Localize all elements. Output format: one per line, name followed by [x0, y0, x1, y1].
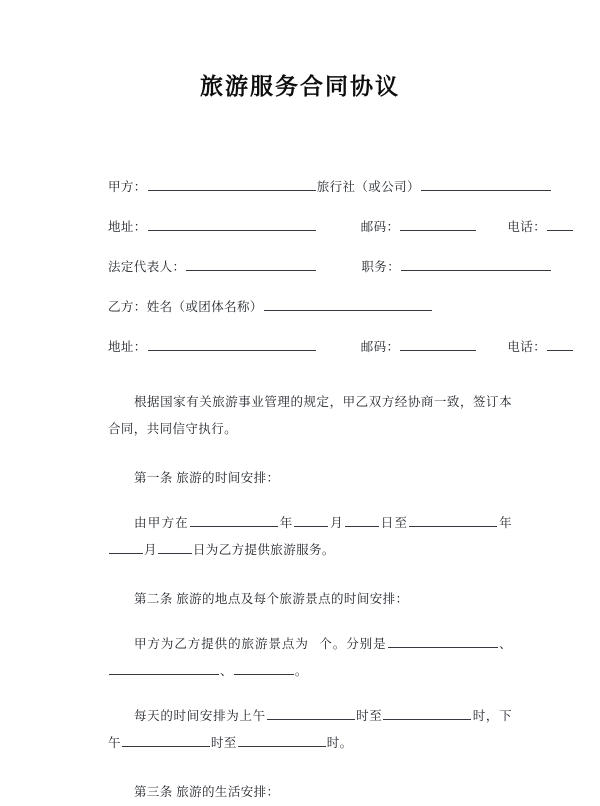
end-year-blank[interactable]: [409, 514, 497, 527]
legal-rep-label: 法定代表人：: [108, 260, 186, 274]
party-b-address-blank[interactable]: [148, 338, 316, 351]
end-month-label: 月: [144, 543, 157, 557]
afternoon-start-blank[interactable]: [122, 734, 210, 747]
start-year-blank[interactable]: [190, 514, 278, 527]
party-b-label: 乙方：: [108, 300, 147, 314]
position-blank[interactable]: [401, 258, 551, 271]
morning-end-label: 时，下午: [108, 709, 512, 750]
end-day-blank[interactable]: [158, 541, 192, 554]
article-1-suffix: 方提供旅游服务。: [231, 543, 335, 557]
document-body: [0, 167, 600, 806]
party-a-phone-label: 电话：: [507, 220, 547, 234]
afternoon-start-label: 时至: [210, 736, 237, 750]
start-day-label: 日至: [379, 516, 409, 530]
article-2-daily-line: [108, 703, 512, 757]
party-a-address-blank[interactable]: [148, 218, 316, 231]
party-b-address-line: [108, 327, 547, 367]
party-a-postcode-label: 邮码：: [360, 220, 400, 234]
start-month-label: 月: [329, 516, 344, 530]
end-day-label: 日为乙: [192, 543, 232, 557]
party-a-agency-suffix: 旅行社（或公司）: [316, 180, 420, 194]
morning-start-blank[interactable]: [267, 707, 355, 720]
party-b-postcode-blank[interactable]: [400, 338, 476, 351]
morning-end-blank[interactable]: [383, 707, 471, 720]
party-b-name-label: 姓名（或团体名称）: [146, 300, 263, 314]
page-title: 旅游服务合同协议: [200, 73, 400, 99]
party-a-address-label: 地址：: [108, 220, 147, 234]
party-b-phone-label: 电话：: [507, 340, 547, 354]
party-a-line: [108, 167, 512, 207]
daily-prefix: 每天的时间安排为上午: [134, 709, 266, 723]
spot-1-blank[interactable]: [388, 635, 498, 648]
party-a-legal-rep-line: [108, 247, 512, 287]
daily-suffix: 时。: [326, 736, 353, 750]
spots-unit: 个。分别是: [318, 637, 387, 651]
spot-separator-1: 、: [498, 637, 512, 651]
end-month-blank[interactable]: [109, 541, 143, 554]
afternoon-end-blank[interactable]: [238, 734, 326, 747]
position-label: 职务：: [361, 260, 401, 274]
start-day-blank[interactable]: [345, 514, 379, 527]
article-2-heading: 第二条 旅游的地点及每个旅游景点的时间安排：: [134, 592, 409, 606]
party-a-postcode-blank[interactable]: [400, 218, 476, 231]
article-1-prefix: 由甲方在: [134, 516, 189, 530]
party-a-label: 甲方：: [108, 180, 147, 194]
party-b-name-blank[interactable]: [264, 298, 432, 311]
end-year-label: 年: [498, 516, 512, 530]
article-2-spots-line: [108, 631, 512, 685]
party-a-phone-blank[interactable]: [547, 218, 573, 231]
spot-3-blank[interactable]: [234, 662, 294, 675]
article-1-heading: 第一条 旅游的时间安排：: [134, 471, 280, 485]
spot-separator-2: 、: [220, 664, 233, 678]
spot-2-blank[interactable]: [109, 662, 219, 675]
article-1-body: [108, 510, 512, 564]
legal-rep-blank[interactable]: [186, 258, 316, 271]
party-a-name-blank[interactable]: [148, 178, 316, 191]
start-month-blank[interactable]: [294, 514, 328, 527]
party-b-line: [108, 287, 512, 327]
party-b-address-label: 地址：: [108, 340, 147, 354]
start-year-label: 年: [278, 516, 294, 530]
party-a-address-line: [108, 207, 547, 247]
party-a-agency-blank[interactable]: [421, 178, 551, 191]
party-b-postcode-label: 邮码：: [360, 340, 400, 354]
spots-prefix: 甲方为乙方提供的旅游景点为: [134, 637, 309, 651]
preamble-paragraph: 根据国家有关旅游事业管理的规定，甲乙双方经协商一致，签订本合同，共同信守执行。: [108, 395, 512, 436]
spots-end-mark: 。: [294, 664, 308, 678]
article-3-heading: 第三条 旅游的生活安排：: [134, 785, 280, 799]
morning-start-label: 时至: [355, 709, 383, 723]
party-b-phone-blank[interactable]: [547, 338, 573, 351]
